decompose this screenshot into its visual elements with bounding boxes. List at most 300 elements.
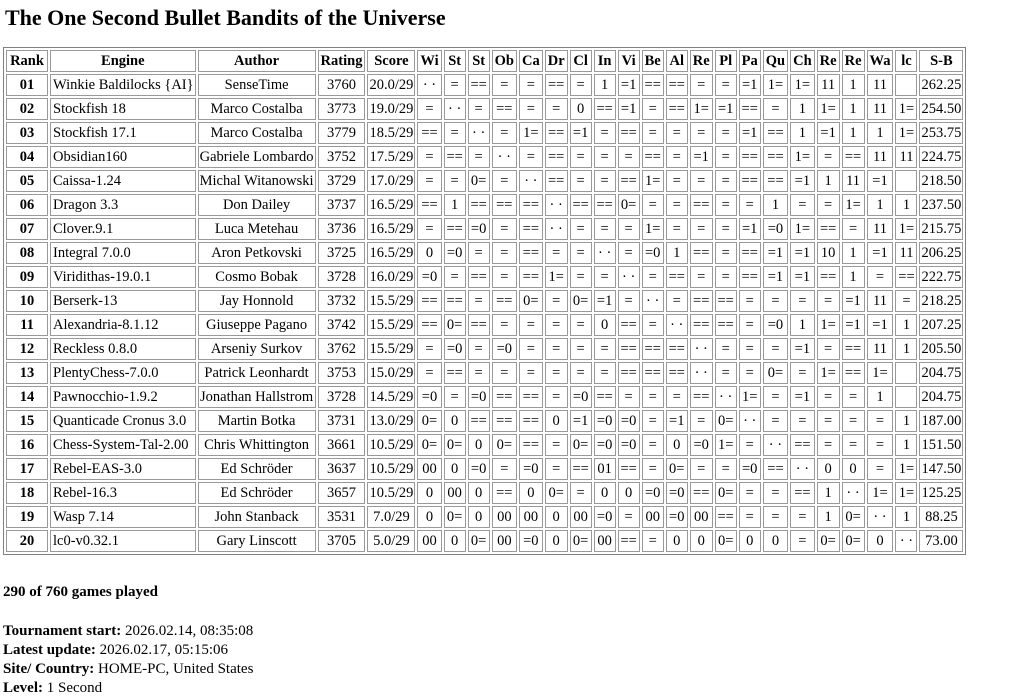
crosstable-header-row [6,50,963,72]
result-cell: = [594,362,616,384]
result-cell: = [790,530,815,552]
result-cell: 1 [895,410,917,432]
result-cell: = [570,266,592,288]
result-cell: =1 [570,122,592,144]
score-cell: 16.5/29 [367,194,415,216]
result-cell: =0 [642,482,664,504]
rating-cell: 3725 [318,242,366,264]
result-cell: = [715,170,737,192]
result-cell: 1= [715,434,737,456]
rating-cell: 3737 [318,194,366,216]
sb-cell: 254.50 [919,98,963,120]
engine-name: Wasp 7.14 [50,506,196,528]
result-cell: = [739,290,761,312]
result-cell: == [739,98,761,120]
rank-cell: 10 [6,290,48,312]
result-cell: · · [715,386,737,408]
crosstable [3,47,966,555]
result-cell: = [618,506,640,528]
result-cell: == [444,362,466,384]
result-cell: 10 [817,242,840,264]
result-cell: 0 [468,482,490,504]
result-cell: = [666,218,688,240]
result-cell: == [642,74,664,96]
result-cell: =0 [618,410,640,432]
result-cell: == [618,530,640,552]
result-cell: = [545,338,568,360]
result-cell: · · [492,146,517,168]
result-cell: = [570,338,592,360]
rating-cell: 3752 [318,146,366,168]
result-cell: 1 [817,482,840,504]
result-cell: = [715,338,737,360]
info-line [3,679,253,698]
rank-cell: 19 [6,506,48,528]
result-cell: = [790,290,815,312]
result-cell: == [666,98,688,120]
result-cell: = [444,266,466,288]
result-cell: = [570,146,592,168]
engine-name: Obsidian160 [50,146,196,168]
score-cell: 16.0/29 [367,266,415,288]
result-cell: 0= [570,530,592,552]
result-cell: = [817,194,840,216]
engine-name: Rebel-16.3 [50,482,196,504]
table-row [6,458,963,480]
result-cell: =0 [444,338,466,360]
table-row [6,266,963,288]
result-cell: == [690,386,713,408]
result-cell: =0 [618,434,640,456]
rank-cell: 11 [6,314,48,336]
result-cell: == [492,386,517,408]
result-cell: == [618,458,640,480]
result-cell: · · [468,122,490,144]
result-cell: = [417,146,441,168]
column-header: Qu [763,50,788,72]
result-cell [895,74,917,96]
result-cell: 00 [417,458,441,480]
result-cell: == [895,266,917,288]
rating-cell: 3742 [318,314,366,336]
result-cell: · · [618,266,640,288]
engine-name: Berserk-13 [50,290,196,312]
result-cell: = [842,434,865,456]
result-cell: =0 [570,386,592,408]
author-name: Marco Costalba [198,122,316,144]
result-cell: 1 [842,266,865,288]
result-cell: = [618,146,640,168]
author-name: Patrick Leonhardt [198,362,316,384]
result-cell: = [492,362,517,384]
table-row [6,386,963,408]
rating-cell: 3637 [318,458,366,480]
result-cell: == [444,146,466,168]
result-cell: 0 [618,482,640,504]
result-cell: 1= [895,98,917,120]
result-cell: 1= [895,482,917,504]
result-cell: = [790,362,815,384]
result-cell: = [444,122,466,144]
result-cell: = [519,338,543,360]
result-cell: =1 [790,242,815,264]
result-cell: = [739,506,761,528]
result-cell: 1= [817,98,840,120]
result-cell: == [642,362,664,384]
rank-cell: 03 [6,122,48,144]
column-header: Ch [790,50,815,72]
result-cell: 0 [444,458,466,480]
result-cell: 0 [570,98,592,120]
result-cell: = [468,98,490,120]
result-cell: 11 [895,242,917,264]
result-cell: == [468,74,490,96]
result-cell: 1 [790,98,815,120]
rank-cell: 04 [6,146,48,168]
result-cell: =1 [763,266,788,288]
result-cell: == [519,386,543,408]
author-name: Luca Metehau [198,218,316,240]
result-cell: 0= [492,434,517,456]
result-cell: = [468,146,490,168]
sb-cell: 187.00 [919,410,963,432]
result-cell: == [763,122,788,144]
rating-cell: 3728 [318,386,366,408]
result-cell: = [468,338,490,360]
rating-cell: 3773 [318,98,366,120]
result-cell: 0 [594,314,616,336]
result-cell: == [842,146,865,168]
column-header: Pl [715,50,737,72]
result-cell: =1 [739,122,761,144]
result-cell: 0 [444,530,466,552]
sb-cell: 253.75 [919,122,963,144]
result-cell: = [763,98,788,120]
author-name: SenseTime [198,74,316,96]
result-cell: =1 [618,98,640,120]
result-cell: 0= [545,482,568,504]
column-header: Score [367,50,415,72]
result-cell: == [666,266,688,288]
result-cell: == [715,314,737,336]
result-cell: 00 [519,506,543,528]
rank-cell: 12 [6,338,48,360]
column-header: Rank [6,50,48,72]
result-cell: = [739,482,761,504]
author-name: Aron Petkovski [198,242,316,264]
engine-name: Winkie Baldilocks {AI} [50,74,196,96]
result-cell: 0= [618,194,640,216]
column-header: Al [666,50,688,72]
result-cell: 0= [444,314,466,336]
rating-cell: 3728 [318,266,366,288]
result-cell: = [739,194,761,216]
result-cell: = [790,506,815,528]
result-cell: 00 [492,530,517,552]
sb-cell: 262.25 [919,74,963,96]
result-cell: =1 [715,98,737,120]
result-cell: = [817,386,840,408]
column-header: St [444,50,466,72]
result-cell: · · [867,506,894,528]
tournament-info [3,622,253,698]
sb-cell: 205.50 [919,338,963,360]
rank-cell: 18 [6,482,48,504]
sb-cell: 218.50 [919,170,963,192]
result-cell: · · [594,242,616,264]
result-cell: 1= [690,98,713,120]
result-cell: 1= [739,386,761,408]
result-cell: 00 [444,482,466,504]
result-cell: 0= [817,530,840,552]
result-cell: 00 [417,530,441,552]
result-cell: = [444,170,466,192]
result-cell [895,386,917,408]
result-cell: = [594,338,616,360]
result-cell: == [666,74,688,96]
result-cell: = [763,482,788,504]
result-cell: =0 [468,218,490,240]
result-cell: = [715,122,737,144]
result-cell: 0 [817,458,840,480]
result-cell: = [642,122,664,144]
rating-cell: 3731 [318,410,366,432]
result-cell: == [618,362,640,384]
result-cell: · · [666,314,688,336]
score-cell: 15.5/29 [367,338,415,360]
table-row [6,194,963,216]
result-cell: = [444,74,466,96]
result-cell: 0= [842,530,865,552]
result-cell: 1= [790,218,815,240]
result-cell: = [642,386,664,408]
result-cell: 1 [895,506,917,528]
engine-name: Stockfish 18 [50,98,196,120]
column-header: Ob [492,50,517,72]
rating-cell: 3779 [318,122,366,144]
result-cell: = [492,242,517,264]
table-row [6,98,963,120]
result-cell: = [594,146,616,168]
author-name: Michal Witanowski [198,170,316,192]
result-cell: = [519,146,543,168]
column-header: Vi [618,50,640,72]
result-cell: =0 [594,506,616,528]
result-cell: 1= [545,266,568,288]
result-cell: 0= [715,482,737,504]
score-cell: 15.5/29 [367,290,415,312]
result-cell: = [492,74,517,96]
result-cell: = [739,434,761,456]
result-cell: 00 [690,506,713,528]
result-cell: 0= [417,434,441,456]
result-cell: == [763,170,788,192]
result-cell: 1 [790,122,815,144]
result-cell: 1 [895,434,917,456]
result-cell: 1= [642,170,664,192]
result-cell: == [690,314,713,336]
rating-cell: 3760 [318,74,366,96]
result-cell: 1= [817,314,840,336]
result-cell: 1 [895,338,917,360]
result-cell: = [594,266,616,288]
rating-cell: 3657 [318,482,366,504]
result-cell: = [817,290,840,312]
result-cell: =0 [690,434,713,456]
result-cell [895,170,917,192]
engine-name: Rebel-EAS-3.0 [50,458,196,480]
result-cell: 0 [842,458,865,480]
sb-cell: 218.25 [919,290,963,312]
engine-name: Reckless 0.8.0 [50,338,196,360]
score-cell: 18.5/29 [367,122,415,144]
sb-cell: 88.25 [919,506,963,528]
result-cell: =1 [739,218,761,240]
result-cell: = [594,218,616,240]
result-cell: = [642,194,664,216]
result-cell: 0= [468,170,490,192]
result-cell: == [690,290,713,312]
result-cell: 00 [642,506,664,528]
result-cell: == [519,242,543,264]
author-name: Chris Whittington [198,434,316,456]
result-cell: == [492,410,517,432]
author-name: Jay Honnold [198,290,316,312]
result-cell: 0 [519,482,543,504]
result-cell: 0= [842,506,865,528]
author-name: Martin Botka [198,410,316,432]
result-cell: = [817,410,840,432]
sb-cell: 73.00 [919,530,963,552]
result-cell: 1 [444,194,466,216]
sb-cell: 204.75 [919,362,963,384]
score-cell: 20.0/29 [367,74,415,96]
result-cell: = [715,74,737,96]
result-cell: == [817,218,840,240]
result-cell: = [545,242,568,264]
result-cell: = [570,242,592,264]
result-cell: = [690,266,713,288]
result-cell: = [739,338,761,360]
result-cell: · · [545,218,568,240]
result-cell: =1 [867,242,894,264]
table-row [6,290,963,312]
result-cell: 0 [666,434,688,456]
result-cell: 1= [867,482,894,504]
result-cell: == [715,290,737,312]
result-cell: 00 [570,506,592,528]
result-cell: 11 [867,338,894,360]
engine-name: Integral 7.0.0 [50,242,196,264]
result-cell: 0 [417,242,441,264]
result-cell: =0 [594,410,616,432]
score-cell: 15.0/29 [367,362,415,384]
sb-cell: 222.75 [919,266,963,288]
result-cell: 1 [817,170,840,192]
result-cell: 1= [895,122,917,144]
result-cell: = [666,146,688,168]
result-cell: == [519,434,543,456]
engine-name: Viridithas-19.0.1 [50,266,196,288]
result-cell: =1 [842,290,865,312]
result-cell: = [570,218,592,240]
result-cell: =0 [739,458,761,480]
result-cell: == [618,314,640,336]
score-cell: 14.5/29 [367,386,415,408]
info-line [3,622,253,641]
result-cell: =1 [790,170,815,192]
result-cell: = [618,218,640,240]
result-cell: 0 [763,530,788,552]
result-cell: == [492,290,517,312]
result-cell: =0 [417,266,441,288]
result-cell: = [570,362,592,384]
result-cell: · · [690,362,713,384]
rank-cell: 13 [6,362,48,384]
result-cell: = [618,386,640,408]
result-cell: = [492,122,517,144]
result-cell: = [545,314,568,336]
result-cell: = [867,266,894,288]
author-name: Gary Linscott [198,530,316,552]
result-cell: =0 [468,458,490,480]
result-cell: == [417,314,441,336]
result-cell: 1 [842,98,865,120]
result-cell: =1 [817,122,840,144]
result-cell: == [492,194,517,216]
result-cell: 1= [519,122,543,144]
table-row [6,338,963,360]
column-header: Pa [739,50,761,72]
result-cell: == [545,170,568,192]
result-cell: == [666,338,688,360]
result-cell: = [763,410,788,432]
engine-name: Quanticade Cronus 3.0 [50,410,196,432]
result-cell: =1 [790,266,815,288]
result-cell: = [842,218,865,240]
result-cell: 1 [895,194,917,216]
score-cell: 10.5/29 [367,482,415,504]
table-row [6,122,963,144]
games-played: 290 of 760 games played [3,584,158,600]
author-name: Cosmo Bobak [198,266,316,288]
sb-cell: 147.50 [919,458,963,480]
engine-name: Pawnocchio-1.9.2 [50,386,196,408]
result-cell: = [570,170,592,192]
result-cell: = [642,410,664,432]
info-label: Tournament start: [3,623,122,639]
column-header: Dr [545,50,568,72]
result-cell: = [492,314,517,336]
result-cell: == [545,122,568,144]
result-cell: · · [545,194,568,216]
result-cell: 1 [763,194,788,216]
result-cell: == [444,290,466,312]
result-cell: 0= [570,290,592,312]
result-cell: 0 [867,530,894,552]
result-cell: = [519,98,543,120]
result-cell: = [763,386,788,408]
author-name: Jonathan Hallstrom [198,386,316,408]
result-cell: 11 [867,290,894,312]
result-cell: 1= [790,146,815,168]
result-cell: = [763,338,788,360]
score-cell: 10.5/29 [367,434,415,456]
engine-name: Alexandria-8.1.12 [50,314,196,336]
result-cell: 1 [895,314,917,336]
result-cell: == [519,266,543,288]
result-cell: == [642,338,664,360]
